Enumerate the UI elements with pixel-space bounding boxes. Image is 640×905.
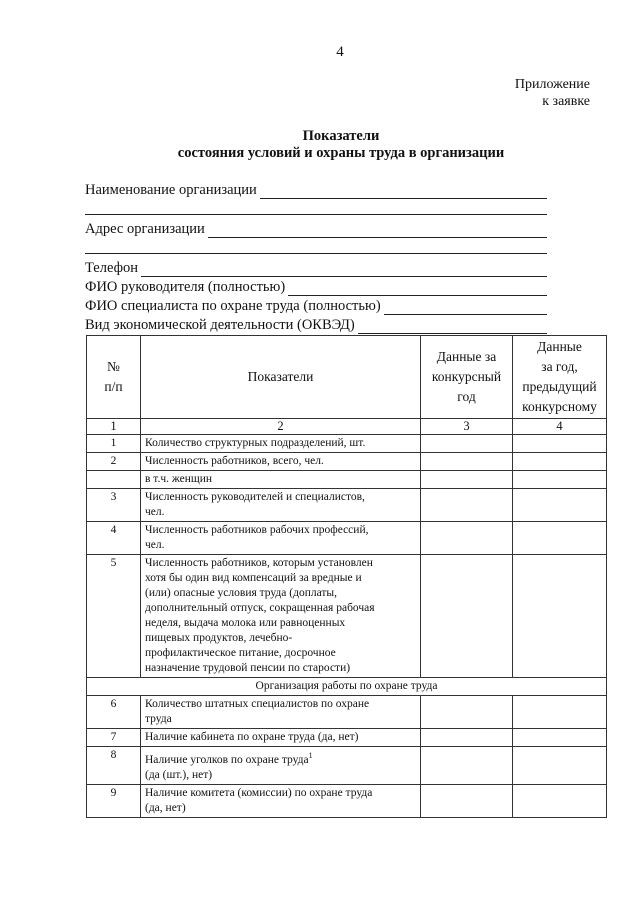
section-row — [87, 678, 607, 696]
contest-year-value-cell[interactable] — [421, 471, 513, 489]
okved-label: Вид экономической деятельности (ОКВЭД) — [85, 317, 355, 333]
specialist-name-label: ФИО специалиста по охране труда (полностью) — [85, 298, 381, 314]
indicator-text — [141, 729, 421, 747]
indicator-line: (да, нет) — [145, 801, 186, 814]
header-contest-year: Данные за конкурсный год — [421, 336, 513, 419]
column-number-cell: 2 — [141, 419, 421, 435]
table-row — [87, 522, 607, 555]
table-row — [87, 747, 607, 785]
table-row — [87, 696, 607, 729]
prev-year-value-cell[interactable] — [513, 729, 607, 747]
appendix-label — [515, 76, 590, 110]
field-head-name — [85, 277, 547, 296]
indicator-line: чел. — [145, 539, 165, 551]
contest-year-value-cell[interactable] — [421, 489, 513, 522]
indicator-line: (да (шт.), нет) — [145, 768, 213, 781]
contest-year-value-cell[interactable] — [421, 729, 513, 747]
row-number: 6 — [87, 696, 141, 729]
contest-year-value-cell[interactable] — [421, 522, 513, 555]
indicator-text — [141, 784, 421, 817]
column-number-row — [87, 419, 607, 435]
row-number — [87, 471, 141, 489]
indicator-text — [141, 471, 421, 489]
table-row — [87, 784, 607, 817]
field-okved — [85, 315, 547, 334]
prev-year-value-cell[interactable] — [513, 435, 607, 453]
column-number-cell: 1 — [87, 419, 141, 435]
contest-year-value-cell[interactable] — [421, 696, 513, 729]
indicator-line: (или) опасные условия труда (доплаты, — [145, 587, 338, 599]
indicator-text — [141, 555, 421, 678]
table-row — [87, 489, 607, 522]
contest-year-value-cell[interactable] — [421, 453, 513, 471]
indicator-line: Количество структурных подразделений, шт. — [145, 437, 366, 449]
title-line-1: Показатели — [302, 128, 380, 144]
indicator-line-with-footnote — [145, 748, 416, 768]
column-number-cell: 4 — [513, 419, 607, 435]
row-number: 2 — [87, 453, 141, 471]
indicator-line: Наличие комитета (комиссии) по охране труда — [145, 786, 373, 799]
prev-year-value-cell[interactable] — [513, 747, 607, 785]
okved-input-line[interactable] — [358, 319, 547, 334]
indicator-line: Численность работников рабочих профессий, — [145, 524, 369, 536]
prev-year-value-cell[interactable] — [513, 489, 607, 522]
address-input-line[interactable] — [208, 223, 547, 238]
indicator-line: назначение трудовой пенсии по старости) — [145, 662, 351, 674]
row-number: 4 — [87, 522, 141, 555]
head-name-label: ФИО руководителя (полностью) — [85, 279, 286, 295]
indicator-text — [141, 435, 421, 453]
header-num: № п/п — [87, 336, 141, 419]
column-number-cell: 3 — [421, 419, 513, 435]
contest-year-value-cell[interactable] — [421, 555, 513, 678]
title-line-2: состояния условий и охраны труда в организации — [177, 145, 505, 161]
footnote-marker: 1 — [308, 751, 313, 760]
table-row — [87, 471, 607, 489]
field-org-name — [85, 180, 547, 199]
indicator-line: в т.ч. женщин — [145, 473, 213, 485]
field-phone — [85, 258, 547, 277]
head-name-input-line[interactable] — [288, 281, 547, 296]
row-number: 8 — [87, 747, 141, 785]
indicator-line: Наличие кабинета по охране труда (да, нет) — [145, 731, 359, 743]
row-number: 7 — [87, 729, 141, 747]
indicator-line: хотя бы один вид компенсаций за вредные и — [145, 572, 362, 584]
header-indicators: Показатели — [141, 336, 421, 419]
indicator-text — [141, 453, 421, 471]
org-name-input-line[interactable] — [260, 184, 547, 199]
table-row — [87, 435, 607, 453]
org-name-label: Наименование организации — [85, 182, 257, 198]
indicator-line: Численность руководителей и специалистов, — [145, 491, 365, 503]
table-row — [87, 453, 607, 471]
prev-year-value-cell[interactable] — [513, 471, 607, 489]
indicator-line: чел. — [145, 506, 165, 518]
field-address — [85, 219, 547, 238]
prev-year-value-cell[interactable] — [513, 696, 607, 729]
indicator-text — [141, 747, 421, 785]
indicators-table — [86, 335, 607, 818]
prev-year-value-cell[interactable] — [513, 555, 607, 678]
phone-label: Телефон — [85, 260, 138, 276]
indicator-line: Количество штатных специалистов по охране — [145, 698, 370, 710]
header-prev-year: Данные за год, предыдущий конкурсному — [513, 336, 607, 419]
indicator-line: пищевых продуктов, лечебно- — [145, 632, 293, 644]
prev-year-value-cell[interactable] — [513, 453, 607, 471]
indicator-line: профилактическое питание, досрочное — [145, 647, 336, 659]
table-row — [87, 555, 607, 678]
row-number: 9 — [87, 784, 141, 817]
org-name-continuation-line[interactable] — [85, 199, 547, 215]
indicator-line: неделя, выдача молока или равноценных — [145, 617, 346, 629]
organization-fields — [85, 180, 547, 334]
table-header-row — [87, 336, 607, 419]
prev-year-value-cell[interactable] — [513, 522, 607, 555]
contest-year-value-cell[interactable] — [421, 435, 513, 453]
row-number: 5 — [87, 555, 141, 678]
indicator-line: Численность работников, которым установлен — [145, 557, 373, 569]
field-specialist-name — [85, 296, 547, 315]
indicator-text — [141, 696, 421, 729]
indicator-text — [141, 489, 421, 522]
phone-input-line[interactable] — [141, 262, 547, 277]
page-number: 4 — [336, 44, 344, 60]
appendix-line-2: к заявке — [542, 94, 590, 109]
indicator-line: дополнительный отпуск, сокращенная рабочая — [145, 602, 375, 614]
table-row — [87, 729, 607, 747]
contest-year-value-cell[interactable] — [421, 747, 513, 785]
indicator-line: Наличие уголков по охране труда — [145, 753, 309, 766]
address-label: Адрес организации — [85, 221, 205, 237]
contest-year-value-cell[interactable] — [421, 784, 513, 817]
row-number: 1 — [87, 435, 141, 453]
indicator-line: Численность работников, всего, чел. — [145, 455, 324, 467]
prev-year-value-cell[interactable] — [513, 784, 607, 817]
indicator-line: труда — [145, 713, 172, 725]
address-continuation-line[interactable] — [85, 238, 547, 254]
specialist-name-input-line[interactable] — [384, 300, 547, 315]
appendix-line-1: Приложение — [514, 77, 590, 92]
row-number: 3 — [87, 489, 141, 522]
indicator-text — [141, 522, 421, 555]
document-title — [0, 128, 640, 162]
section-label: Организация работы по охране труда — [87, 678, 607, 696]
